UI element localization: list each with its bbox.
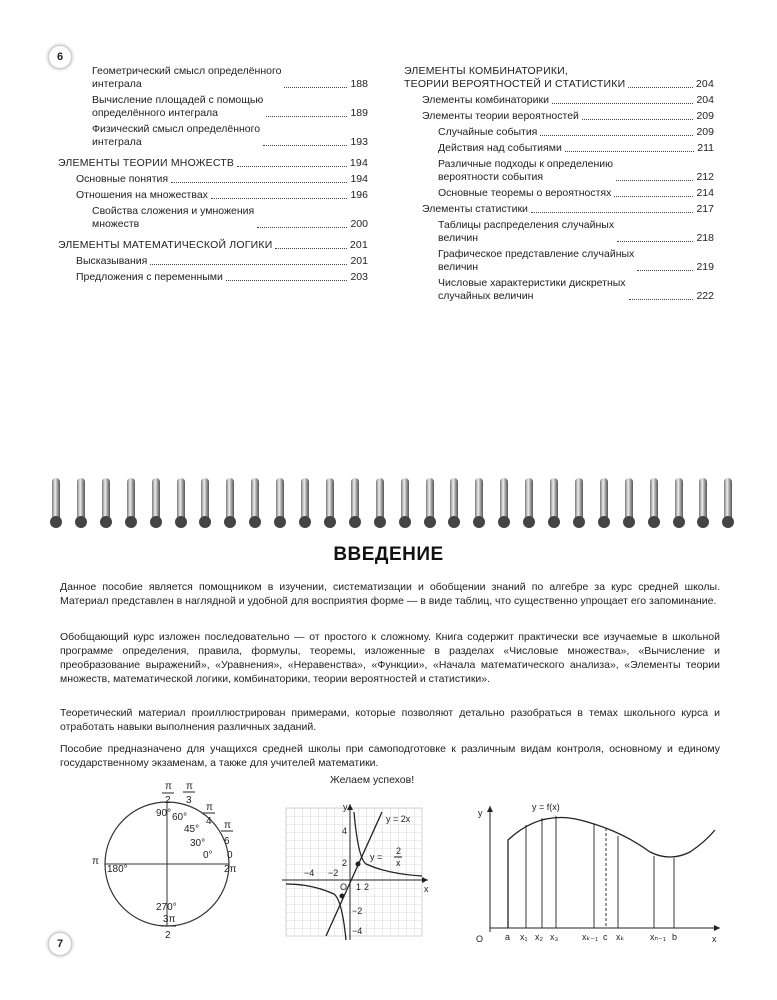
svg-text:x₂: x₂ — [535, 932, 543, 942]
toc-entry-page: 222 — [696, 290, 714, 302]
svg-text:xₙ₋₁: xₙ₋₁ — [650, 932, 666, 942]
svg-text:x₁: x₁ — [520, 932, 528, 942]
toc-entry-title: Элементы статистики — [422, 203, 528, 215]
toc-dot-leader — [211, 198, 348, 199]
toc-entry-page: 196 — [350, 189, 368, 201]
intro-paragraph: Пособие предназначено для учащихся средней школы при самоподготовке к различным видам контроля, основному и единому государственному экзаменам, а также для учителей математики. — [60, 743, 720, 769]
spiral-ring — [276, 478, 284, 522]
toc-entry[interactable] — [58, 157, 368, 170]
toc-entry[interactable] — [404, 277, 714, 303]
toc-entry-title: Графическое представление случайных величин — [438, 248, 635, 273]
spiral-ring — [326, 478, 334, 522]
svg-text:x₃: x₃ — [550, 932, 559, 942]
toc-entry-title: Таблицы распределения случайных величин — [438, 219, 615, 244]
intro-paragraph: Теоретический материал проиллюстрирован примерами, которые позволяют детально разобраться в темах школьного курса и отработать навыки выполнения различных заданий. — [60, 707, 720, 733]
toc-dot-leader — [237, 166, 347, 167]
toc-entry-page: 214 — [696, 187, 714, 199]
toc-entry[interactable] — [404, 203, 714, 216]
toc-dot-leader — [226, 280, 348, 281]
toc-entry[interactable] — [404, 248, 714, 274]
page-number-bottom: 7 — [48, 932, 72, 956]
spiral-ring — [201, 478, 209, 522]
toc-entry-title: ЭЛЕМЕНТЫ ТЕОРИИ МНОЖЕСТВ — [58, 157, 235, 169]
toc-entry[interactable] — [404, 142, 714, 155]
svg-text:0: 0 — [227, 850, 233, 861]
toc-entry-page: 188 — [350, 78, 368, 90]
svg-text:270°: 270° — [156, 902, 177, 913]
spiral-ring — [127, 478, 135, 522]
svg-text:y = 2x: y = 2x — [386, 814, 411, 824]
toc-dot-leader — [150, 264, 347, 265]
spiral-ring — [475, 478, 483, 522]
toc-left-column — [58, 65, 368, 287]
toc-entry-title: Основные понятия — [76, 173, 169, 185]
spiral-ring — [77, 478, 85, 522]
circle-pi-top: π — [165, 781, 172, 792]
svg-text:xₖ: xₖ — [616, 932, 625, 942]
spiral-binding — [48, 478, 738, 524]
svg-text:x: x — [424, 884, 429, 894]
svg-text:180°: 180° — [107, 864, 128, 875]
wish-text: Желаем успехов! — [330, 774, 415, 786]
toc-entry-title: Отношения на множествах — [76, 189, 208, 201]
toc-entry-title: Вычисление площадей с помощью определённого интеграла — [92, 94, 264, 119]
toc-entry[interactable] — [404, 158, 714, 184]
spiral-ring — [625, 478, 633, 522]
toc-entry-page: 219 — [696, 261, 714, 273]
intro-paragraph: Обобщающий курс изложен последовательно — от простого к сложному. Книга содержит практически все изучаемые в школьной программе определения, правила, формулы, теоремы, изложенные в разделах «Числовые множества», «Вычисление и преобразование выражений», «Уравнения», «Неравенства», «Функции», «Начала математического анализа», «Элементы теории множеств, математической логики, комбинаторики, теории вероятностей и статистики». — [60, 631, 720, 685]
svg-text:2: 2 — [165, 795, 171, 806]
toc-entry[interactable] — [58, 65, 368, 91]
toc-entry-title: Различные подходы к определению вероятности события — [438, 158, 613, 183]
spiral-ring — [177, 478, 185, 522]
toc-entry-title: Свойства сложения и умножения множеств — [92, 205, 255, 230]
spiral-ring — [152, 478, 160, 522]
toc-entry[interactable] — [404, 187, 714, 200]
toc-entry[interactable] — [404, 219, 714, 245]
toc-entry-page: 194 — [349, 157, 368, 169]
toc-entry-title: Основные теоремы о вероятностях — [438, 187, 612, 199]
integral-figure — [470, 800, 730, 945]
unit-circle-figure — [90, 776, 260, 946]
toc-entry-page: 217 — [696, 203, 714, 215]
toc-entry-title: Физический смысл определённого интеграла — [92, 123, 261, 148]
svg-text:−2: −2 — [352, 906, 363, 916]
svg-text:y: y — [343, 802, 348, 812]
svg-text:y = f(x): y = f(x) — [532, 802, 560, 812]
toc-dot-leader — [637, 270, 693, 271]
toc-dot-leader — [616, 180, 693, 181]
toc-dot-leader — [628, 87, 693, 88]
svg-text:−4: −4 — [352, 926, 363, 936]
toc-entry[interactable] — [404, 110, 714, 123]
toc-entry-page: 201 — [350, 255, 368, 267]
spiral-ring — [226, 478, 234, 522]
page-number-top: 6 — [48, 45, 72, 69]
svg-text:2: 2 — [364, 882, 370, 892]
spiral-ring — [351, 478, 359, 522]
toc-entry-title: ЭЛЕМЕНТЫ КОМБИНАТОРИКИ, ТЕОРИИ ВЕРОЯТНОСТЕЙ И СТАТИСТИКИ — [404, 65, 626, 90]
spiral-ring — [301, 478, 309, 522]
svg-text:O: O — [340, 882, 348, 892]
spiral-ring — [450, 478, 458, 522]
svg-text:y: y — [478, 808, 483, 818]
spiral-ring — [550, 478, 558, 522]
toc-entry[interactable] — [58, 205, 368, 231]
hyperbola-figure — [278, 800, 438, 945]
svg-text:60°: 60° — [172, 812, 188, 823]
toc-entry[interactable] — [58, 94, 368, 120]
svg-text:x: x — [712, 934, 717, 944]
svg-text:y =: y = — [370, 852, 383, 862]
toc-entry[interactable] — [404, 126, 714, 139]
svg-text:3: 3 — [186, 795, 192, 806]
spiral-ring — [376, 478, 384, 522]
toc-entry-page: 204 — [695, 78, 714, 90]
svg-text:π: π — [92, 856, 99, 867]
svg-text:2: 2 — [165, 930, 171, 941]
toc-dot-leader — [531, 212, 694, 213]
toc-dot-leader — [614, 196, 693, 197]
toc-entry-page: 200 — [350, 218, 368, 230]
spiral-ring — [675, 478, 683, 522]
svg-text:π: π — [224, 820, 231, 831]
spiral-ring — [600, 478, 608, 522]
toc-entry-page: 212 — [696, 171, 714, 183]
svg-text:90°: 90° — [156, 808, 172, 819]
toc-entry-page: 204 — [696, 94, 714, 106]
toc-entry-page: 209 — [696, 126, 714, 138]
toc-dot-leader — [263, 145, 347, 146]
spiral-ring — [724, 478, 732, 522]
spiral-ring — [525, 478, 533, 522]
svg-text:2: 2 — [342, 858, 348, 868]
toc-entry-title: Предложения с переменными — [76, 271, 223, 283]
toc-entry[interactable] — [404, 94, 714, 107]
spiral-ring — [52, 478, 60, 522]
toc-dot-leader — [257, 227, 347, 228]
svg-text:x: x — [396, 858, 401, 868]
svg-text:4: 4 — [206, 816, 212, 827]
svg-text:π: π — [206, 802, 213, 813]
svg-text:4: 4 — [342, 826, 348, 836]
svg-text:xₖ₋₁: xₖ₋₁ — [582, 932, 599, 942]
toc-dot-leader — [565, 151, 694, 152]
svg-text:3π: 3π — [163, 914, 176, 925]
toc-dot-leader — [629, 299, 694, 300]
toc-entry-page: 194 — [350, 173, 368, 185]
toc-entry[interactable] — [58, 255, 368, 268]
toc-entry[interactable] — [58, 123, 368, 149]
toc-dot-leader — [582, 119, 694, 120]
toc-entry-title: Числовые характеристики дискретных случайных величин — [438, 277, 626, 302]
svg-text:2π: 2π — [224, 864, 237, 875]
toc-entry-page: 201 — [349, 239, 368, 251]
spiral-ring — [102, 478, 110, 522]
toc-entry-title: Элементы теории вероятностей — [422, 110, 579, 122]
toc-dot-leader — [540, 135, 693, 136]
svg-text:45°: 45° — [184, 824, 200, 835]
toc-dot-leader — [617, 241, 693, 242]
toc-entry[interactable] — [58, 189, 368, 202]
toc-dot-leader — [171, 182, 347, 183]
spiral-ring — [699, 478, 707, 522]
toc-entry-title: Действия над событиями — [438, 142, 562, 154]
spiral-ring — [500, 478, 508, 522]
spiral-ring — [426, 478, 434, 522]
toc-entry[interactable] — [58, 271, 368, 284]
toc-entry-page: 211 — [697, 142, 714, 154]
toc-entry[interactable] — [58, 173, 368, 186]
toc-entry-page: 193 — [350, 136, 368, 148]
toc-entry-page: 189 — [350, 107, 368, 119]
toc-right-column — [404, 65, 714, 306]
toc-entry-title: Геометрический смысл определённого интеграла — [92, 65, 282, 90]
svg-text:π: π — [186, 781, 193, 792]
spiral-ring — [650, 478, 658, 522]
intro-title: ВВЕДЕНИЕ — [333, 544, 444, 565]
spiral-ring — [575, 478, 583, 522]
intro-paragraph: Данное пособие является помощником в изучении, систематизации и обобщении знаний по алгебре за курс средней школы. Материал представлен в наглядной и удобной для восприятия форме — в виде таблиц, что существенно упрощает его запоминание. — [60, 581, 720, 607]
spiral-ring — [401, 478, 409, 522]
toc-entry[interactable] — [58, 239, 368, 252]
svg-text:−4: −4 — [304, 868, 315, 878]
toc-dot-leader — [275, 248, 346, 249]
svg-text:O: O — [476, 934, 484, 944]
toc-entry-title: ЭЛЕМЕНТЫ МАТЕМАТИЧЕСКОЙ ЛОГИКИ — [58, 239, 273, 251]
svg-text:−2: −2 — [328, 868, 339, 878]
svg-text:a: a — [505, 932, 511, 942]
toc-entry-title: Элементы комбинаторики — [422, 94, 549, 106]
svg-text:2: 2 — [396, 846, 402, 856]
toc-entry-title: Случайные события — [438, 126, 538, 138]
spiral-ring — [251, 478, 259, 522]
svg-text:c: c — [603, 932, 608, 942]
toc-dot-leader — [284, 87, 347, 88]
toc-entry-title: Высказывания — [76, 255, 148, 267]
svg-text:1: 1 — [356, 882, 362, 892]
toc-dot-leader — [552, 103, 694, 104]
svg-text:0°: 0° — [203, 850, 213, 861]
svg-text:6: 6 — [224, 836, 230, 847]
svg-text:b: b — [672, 932, 678, 942]
toc-entry-page: 203 — [350, 271, 368, 283]
toc-dot-leader — [266, 116, 347, 117]
svg-text:30°: 30° — [190, 838, 206, 849]
toc-entry-page: 209 — [696, 110, 714, 122]
toc-entry[interactable] — [404, 65, 714, 91]
toc-entry-page: 218 — [696, 232, 714, 244]
